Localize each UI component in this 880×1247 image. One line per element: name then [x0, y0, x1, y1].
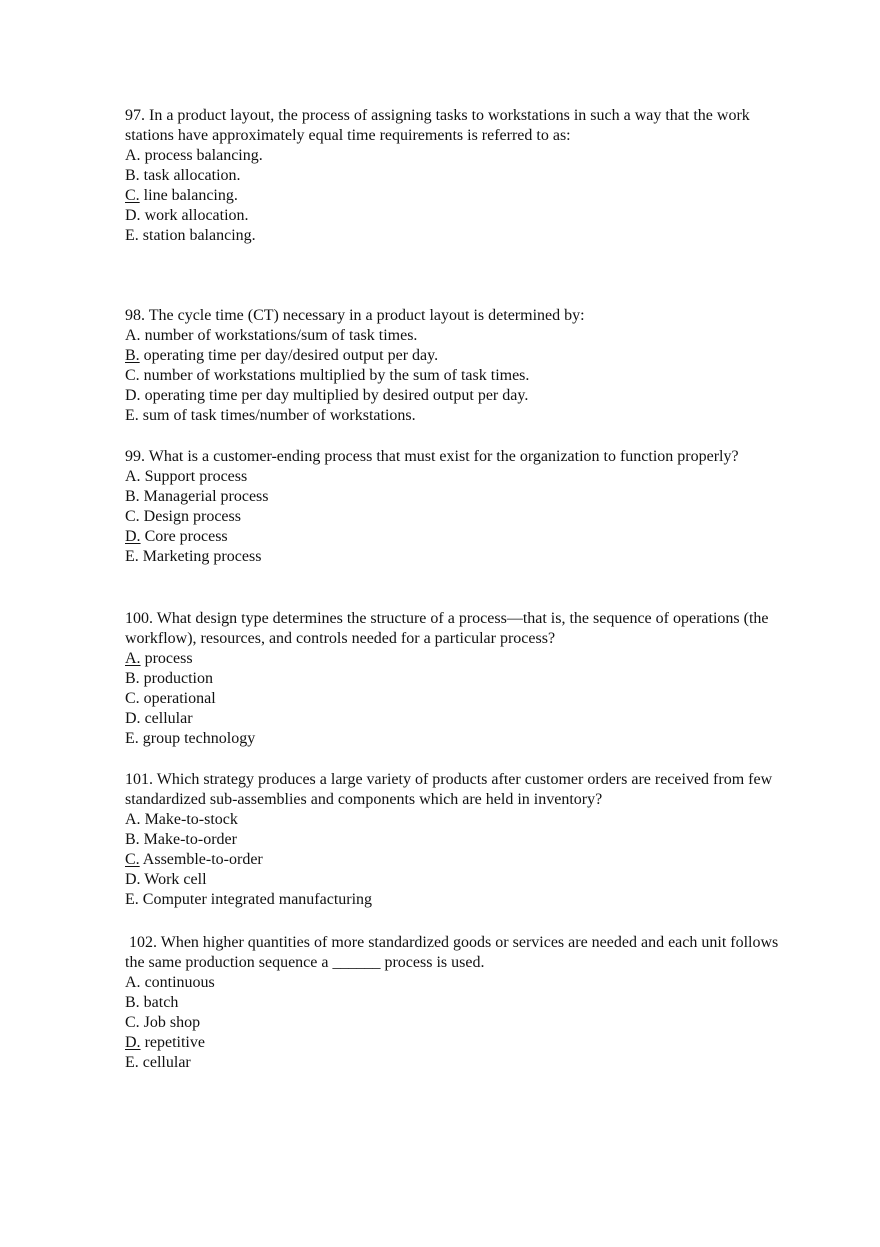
- question-100: [125, 609, 785, 749]
- question-101: [125, 770, 785, 910]
- answer-option-a: A. Support process: [125, 468, 248, 485]
- answer-option-e: E. sum of task times/number of workstations.: [125, 407, 416, 424]
- question-98: [125, 306, 785, 426]
- answer-option-d: D. Work cell: [125, 871, 207, 888]
- answer-option-b: B. Managerial process: [125, 488, 269, 505]
- answer-option-a: A. number of workstations/sum of task times.: [125, 327, 418, 344]
- answer-option-c: C. operational: [125, 690, 216, 707]
- answer-option-d: D. repetitive: [125, 1034, 205, 1051]
- question-stem: 98. The cycle time (CT) necessary in a product layout is determined by:: [125, 307, 585, 324]
- answer-option-c: C. Job shop: [125, 1014, 201, 1031]
- answer-option-d: D. Core process: [125, 528, 228, 545]
- answer-option-d: D. operating time per day multiplied by desired output per day.: [125, 387, 529, 404]
- answer-option-b: B. production: [125, 670, 213, 687]
- question-stem: 101. Which strategy produces a large variety of products after customer orders are received from few standardized sub-assemblies and components which are held in inventory?: [125, 771, 773, 808]
- answer-option-a: A. continuous: [125, 974, 215, 991]
- question-stem: 99. What is a customer-ending process that must exist for the organization to function properly?: [125, 448, 739, 465]
- answer-option-b: B. batch: [125, 994, 179, 1011]
- answer-option-a: A. Make-to-stock: [125, 811, 238, 828]
- answer-option-b: B. task allocation.: [125, 167, 241, 184]
- answer-option-a: A. process: [125, 650, 193, 667]
- question-stem: 97. In a product layout, the process of assigning tasks to workstations in such a way that the work stations have approximately equal time requirements is referred to as:: [125, 107, 750, 144]
- answer-option-b: B. operating time per day/desired output per day.: [125, 347, 439, 364]
- question-stem: 102. When higher quantities of more standardized goods or services are needed and each unit follows the same production sequence a ______ process is used.: [125, 934, 779, 971]
- answer-option-d: D. work allocation.: [125, 207, 249, 224]
- answer-option-e: E. group technology: [125, 730, 256, 747]
- answer-option-e: E. Computer integrated manufacturing: [125, 891, 373, 908]
- answer-option-c: C. Assemble-to-order: [125, 851, 263, 868]
- answer-option-c: C. number of workstations multiplied by the sum of task times.: [125, 367, 530, 384]
- answer-option-e: E. station balancing.: [125, 227, 256, 244]
- answer-option-c: C. Design process: [125, 508, 241, 525]
- question-102: [125, 933, 785, 1073]
- answer-option-e: E. cellular: [125, 1054, 191, 1071]
- question-stem: 100. What design type determines the structure of a process—that is, the sequence of operations (the workflow), resources, and controls needed for a particular process?: [125, 610, 769, 647]
- answer-option-e: E. Marketing process: [125, 548, 262, 565]
- answer-option-a: A. process balancing.: [125, 147, 263, 164]
- question-99: [125, 447, 785, 567]
- question-97: [125, 106, 785, 246]
- answer-option-b: B. Make-to-order: [125, 831, 237, 848]
- answer-option-c: C. line balancing.: [125, 187, 238, 204]
- answer-option-d: D. cellular: [125, 710, 193, 727]
